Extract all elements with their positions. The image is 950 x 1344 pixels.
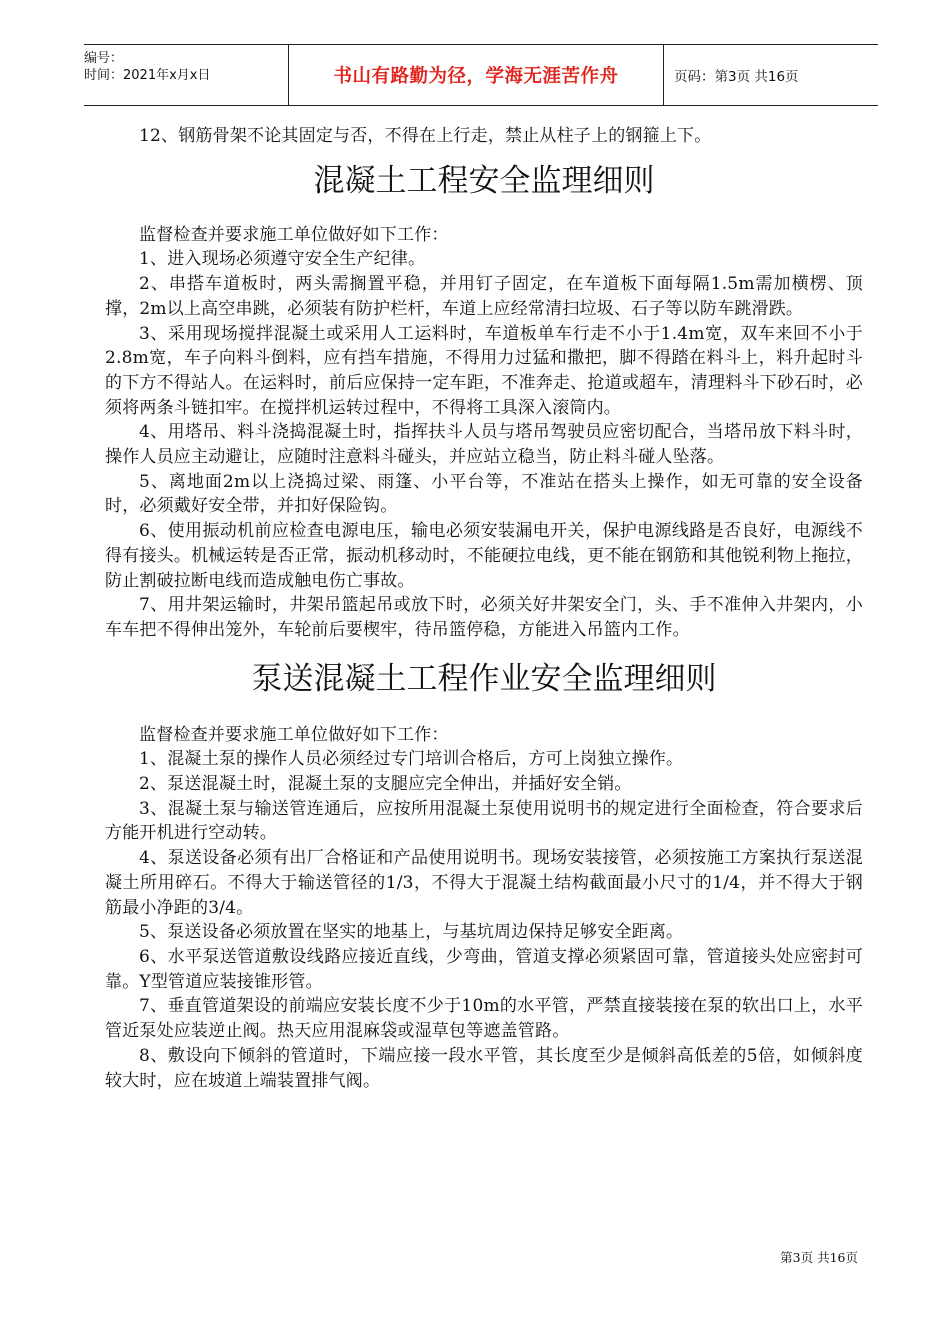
section-title-concrete: 混凝土工程安全监理细则 bbox=[313, 162, 655, 199]
paragraph: 监督检查并要求施工单位做好如下工作： bbox=[139, 224, 449, 245]
paragraph: 4、用塔吊、料斗浇捣混凝土时，指挥扶斗人员与塔吊驾驶员应密切配合，当塔吊放下料斗时，操作人员应主动避让，应随时注意料斗碰头，并应站立稳当，防止料斗碰人坠落。 bbox=[105, 422, 863, 468]
paragraph: 监督检查并要求施工单位做好如下工作： bbox=[139, 724, 449, 745]
header-motto: 书山有路勤为径，学海无涯苦作舟 bbox=[288, 45, 664, 105]
section-title-pumped-concrete: 泵送混凝土工程作业安全监理细则 bbox=[251, 660, 717, 697]
paragraph: 8、敷设向下倾斜的管道时，下端应接一段水平管，其长度至少是倾斜高低差的5倍，如倾斜度较大时，应在坡道上端装置排气阀。 bbox=[105, 1045, 863, 1091]
paragraph: 4、泵送设备必须有出厂合格证和产品使用说明书。现场安装接管，必须按施工方案执行泵送混凝土所用碎石。不得大于输送管径的1/3，不得大于混凝土结构截面最小尺寸的1/4，并不得大于钢筋最小净距的3/4。 bbox=[105, 848, 863, 918]
lead-paragraph: 12、钢筋骨架不论其固定与否，不得在上行走，禁止从柱子上的钢箍上下。 bbox=[139, 126, 712, 146]
paragraph: 3、采用现场搅拌混凝土或采用人工运料时，车道板单车行走不小于1.4m宽，双车来回不小于2.8m宽，车子向料斗倒料，应有挡车措施，不得用力过猛和撒把，脚不得踏在料斗上，料升起时斗的下方不得站人。在运料时，前后应保持一定车距，不准奔走、抢道或超车，清理料斗下砂石时，必须将两条斗链扣牢。在搅拌机运转过程中，不得将工具深入滚筒内。 bbox=[105, 323, 863, 418]
header-page-number: 页码：第3页 共16页 bbox=[674, 69, 799, 85]
section-concrete bbox=[105, 223, 863, 643]
paragraph: 7、垂直管道架设的前端应安装长度不少于10m的水平管，严禁直接装接在泵的软出口上，水平管近泵处应装逆止阀。热天应用混麻袋或湿草包等遮盖管路。 bbox=[105, 996, 863, 1042]
paragraph: 1、进入现场必须遵守安全生产纪律。 bbox=[139, 249, 426, 270]
paragraph: 6、使用振动机前应检查电源电压，输电必须安装漏电开关，保护电源线路是否良好，电源线不得有接头。机械运转是否正常，振动机移动时，不能硬拉电线，更不能在钢筋和其他锐利物上拖拉，防止割破拉断电线而造成触电伤亡事故。 bbox=[105, 521, 863, 591]
section-pumped-concrete bbox=[105, 723, 863, 1094]
page-header bbox=[84, 44, 878, 106]
paragraph: 2、泵送混凝土时，混凝土泵的支腿应完全伸出，并插好安全销。 bbox=[139, 774, 632, 795]
document-body bbox=[105, 124, 863, 1093]
paragraph: 7、用井架运输时，井架吊篮起吊或放下时，必须关好井架安全门，头、手不准伸入井架内，小车车把不得伸出笼外，车轮前后要楔牢，待吊篮停稳，方能进入吊篮内工作。 bbox=[105, 595, 863, 640]
paragraph: 5、泵送设备必须放置在坚实的地基上，与基坑周边保持足够安全距离。 bbox=[139, 922, 684, 943]
paragraph: 3、混凝土泵与输送管连通后，应按所用混凝土泵使用说明书的规定进行全面检查，符合要求后方能开机进行空动转。 bbox=[105, 798, 863, 844]
document-code-label: 编号： bbox=[84, 51, 124, 66]
paragraph: 2、串搭车道板时，两头需搁置平稳，并用钉子固定，在车道板下面每隔1.5m需加横楞、顶撑，2m以上高空串跳，必须装有防护栏杆，车道上应经常清扫垃圾、石子等以防车跳滑跌。 bbox=[105, 274, 863, 319]
page-footer-number: 第3页 共16页 bbox=[780, 1250, 858, 1265]
paragraph: 6、水平泵送管道敷设线路应接近直线，少弯曲，管道支撑必须紧固可靠，管道接头处应密封可靠。Y型管道应装接锥形管。 bbox=[105, 946, 863, 992]
paragraph: 1、混凝土泵的操作人员必须经过专门培训合格后，方可上岗独立操作。 bbox=[139, 749, 684, 770]
header-meta bbox=[84, 45, 288, 110]
paragraph: 5、离地面2m以上浇捣过梁、雨篷、小平台等，不准站在搭头上操作，如无可靠的安全设备时，必须戴好安全带，并扣好保险钩。 bbox=[105, 471, 863, 517]
document-time-label: 时间：2021年x月x日 bbox=[84, 68, 211, 83]
